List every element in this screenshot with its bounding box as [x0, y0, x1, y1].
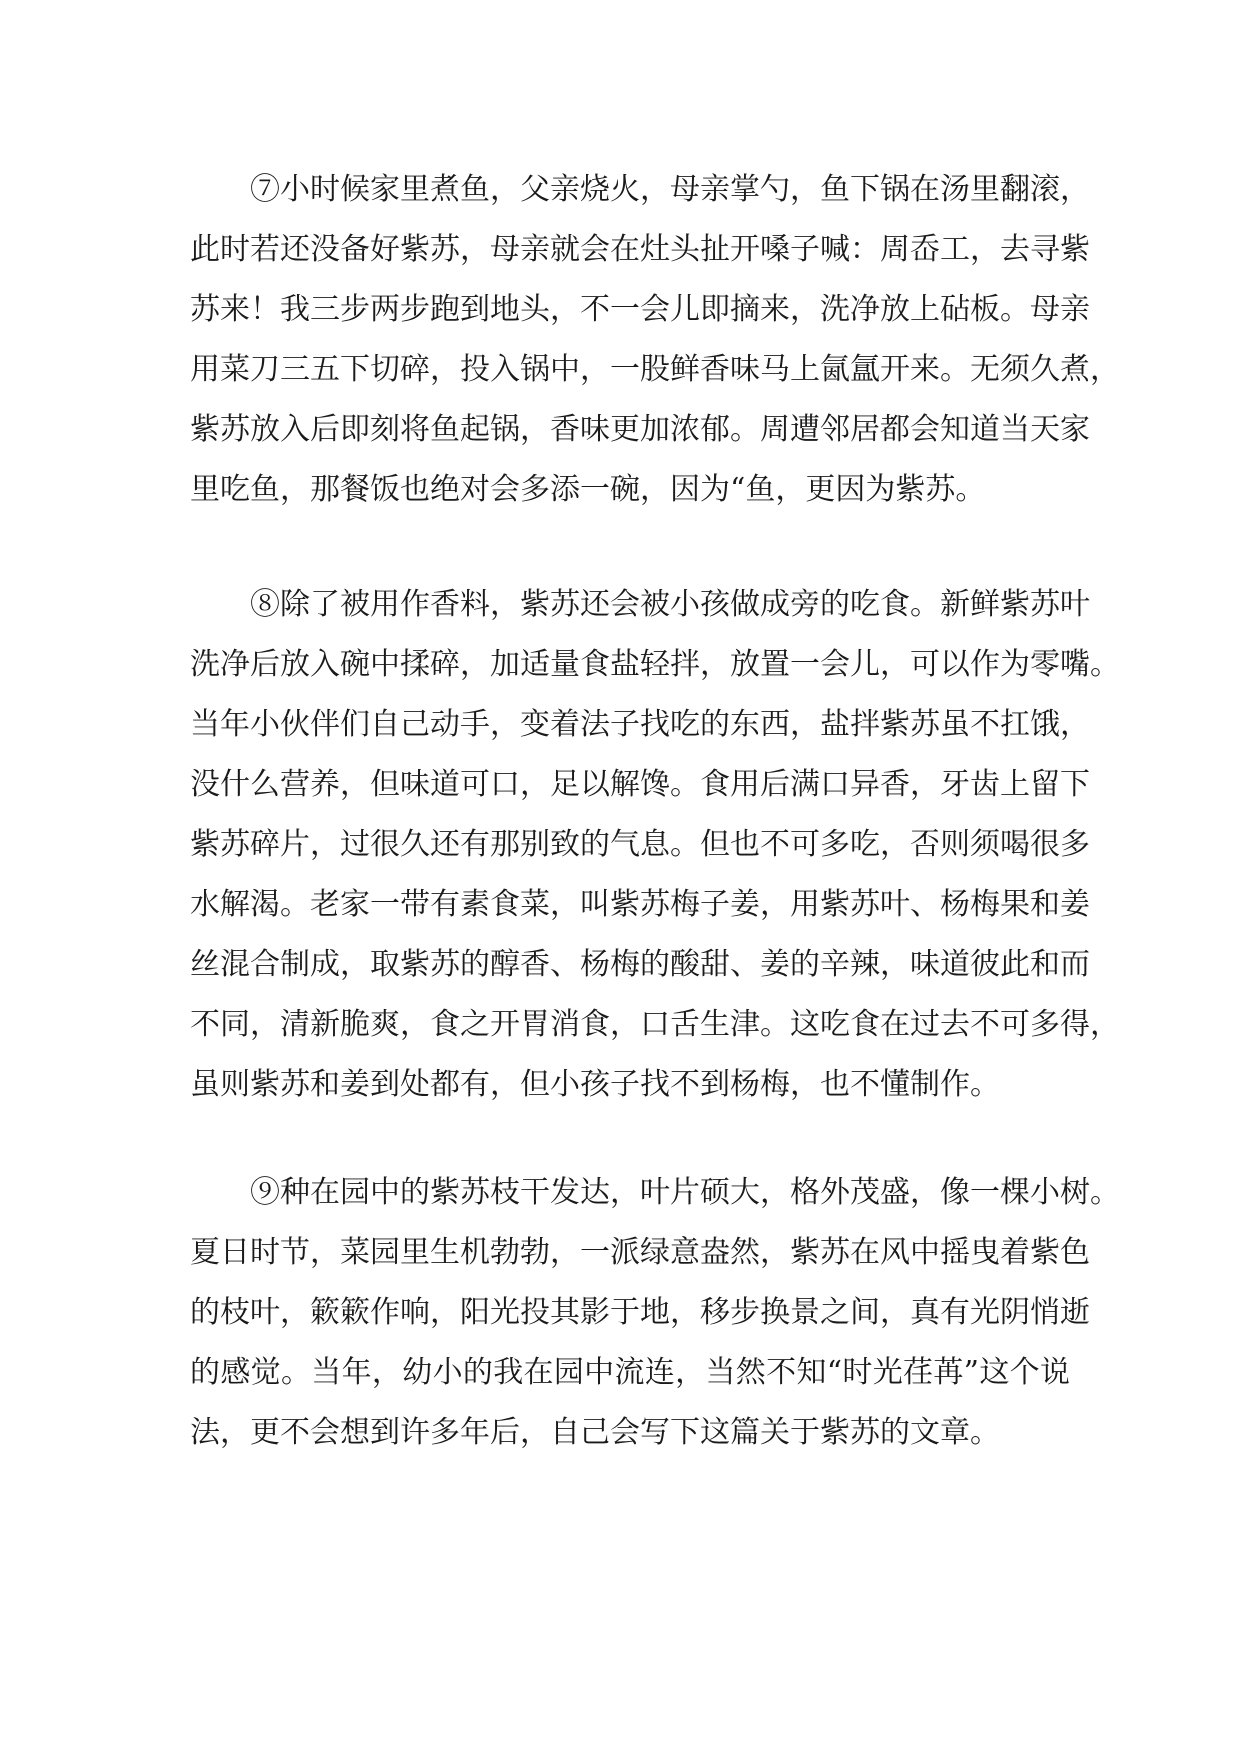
text-line: 没什么营养，但味道可口，足以解馋。食用后满口异香，牙齿上留下 [190, 767, 1090, 802]
text-line: 用菜刀三五下切碎，投入锅中，一股鲜香味马上氤氲开来。无须久煮， [190, 352, 1120, 387]
text-line: 紫苏碎片，过很久还有那别致的气息。但也不可多吃，否则须喝很多 [190, 827, 1090, 862]
text-line: 苏来！我三步两步跑到地头，不一会儿即摘来，洗净放上砧板。母亲 [190, 292, 1090, 327]
text-line: 丝混合制成，取紫苏的醇香、杨梅的酸甜、姜的辛辣，味道彼此和而 [190, 947, 1090, 982]
paragraph-9 [190, 1163, 1120, 1463]
text-line: 洗净后放入碗中揉碎，加适量食盐轻拌，放置一会儿，可以作为零嘴。 [190, 647, 1120, 682]
text-line: ⑦小时候家里煮鱼，父亲烧火，母亲掌勺，鱼下锅在汤里翻滚， [250, 172, 1090, 207]
text-line: 夏日时节，菜园里生机勃勃，一派绿意盎然，紫苏在风中摇曳着紫色 [190, 1235, 1090, 1270]
text-line: 水解渴。老家一带有素食菜，叫紫苏梅子姜，用紫苏叶、杨梅果和姜 [190, 887, 1090, 922]
text-line: 里吃鱼，那餐饭也绝对会多添一碗，因为“鱼，更因为紫苏。 [190, 472, 986, 507]
text-line: 当年小伙伴们自己动手，变着法子找吃的东西，盐拌紫苏虽不扛饿， [190, 707, 1090, 742]
text-line: ⑨种在园中的紫苏枝干发达，叶片硕大，格外茂盛，像一棵小树。 [250, 1175, 1120, 1210]
text-line: ⑧除了被用作香料，紫苏还会被小孩做成旁的吃食。新鲜紫苏叶 [250, 587, 1090, 622]
text-line: 不同，清新脆爽，食之开胃消食，口舌生津。这吃食在过去不可多得， [190, 1007, 1120, 1042]
text-line: 的感觉。当年，幼小的我在园中流连，当然不知“时光荏苒”这个说 [190, 1355, 1070, 1390]
text-line: 的枝叶，簌簌作响，阳光投其影于地，移步换景之间，真有光阴悄逝 [190, 1295, 1090, 1330]
text-line: 紫苏放入后即刻将鱼起锅，香味更加浓郁。周遭邻居都会知道当天家 [190, 412, 1090, 447]
text-line: 虽则紫苏和姜到处都有，但小孩子找不到杨梅，也不懂制作。 [190, 1067, 1000, 1102]
text-line: 此时若还没备好紫苏，母亲就会在灶头扯开嗓子喊：周岙工，去寻紫 [190, 232, 1090, 267]
paragraph-7 [190, 160, 1120, 520]
text-line: 法，更不会想到许多年后，自己会写下这篇关于紫苏的文章。 [190, 1415, 1000, 1450]
paragraph-8 [190, 575, 1120, 1115]
